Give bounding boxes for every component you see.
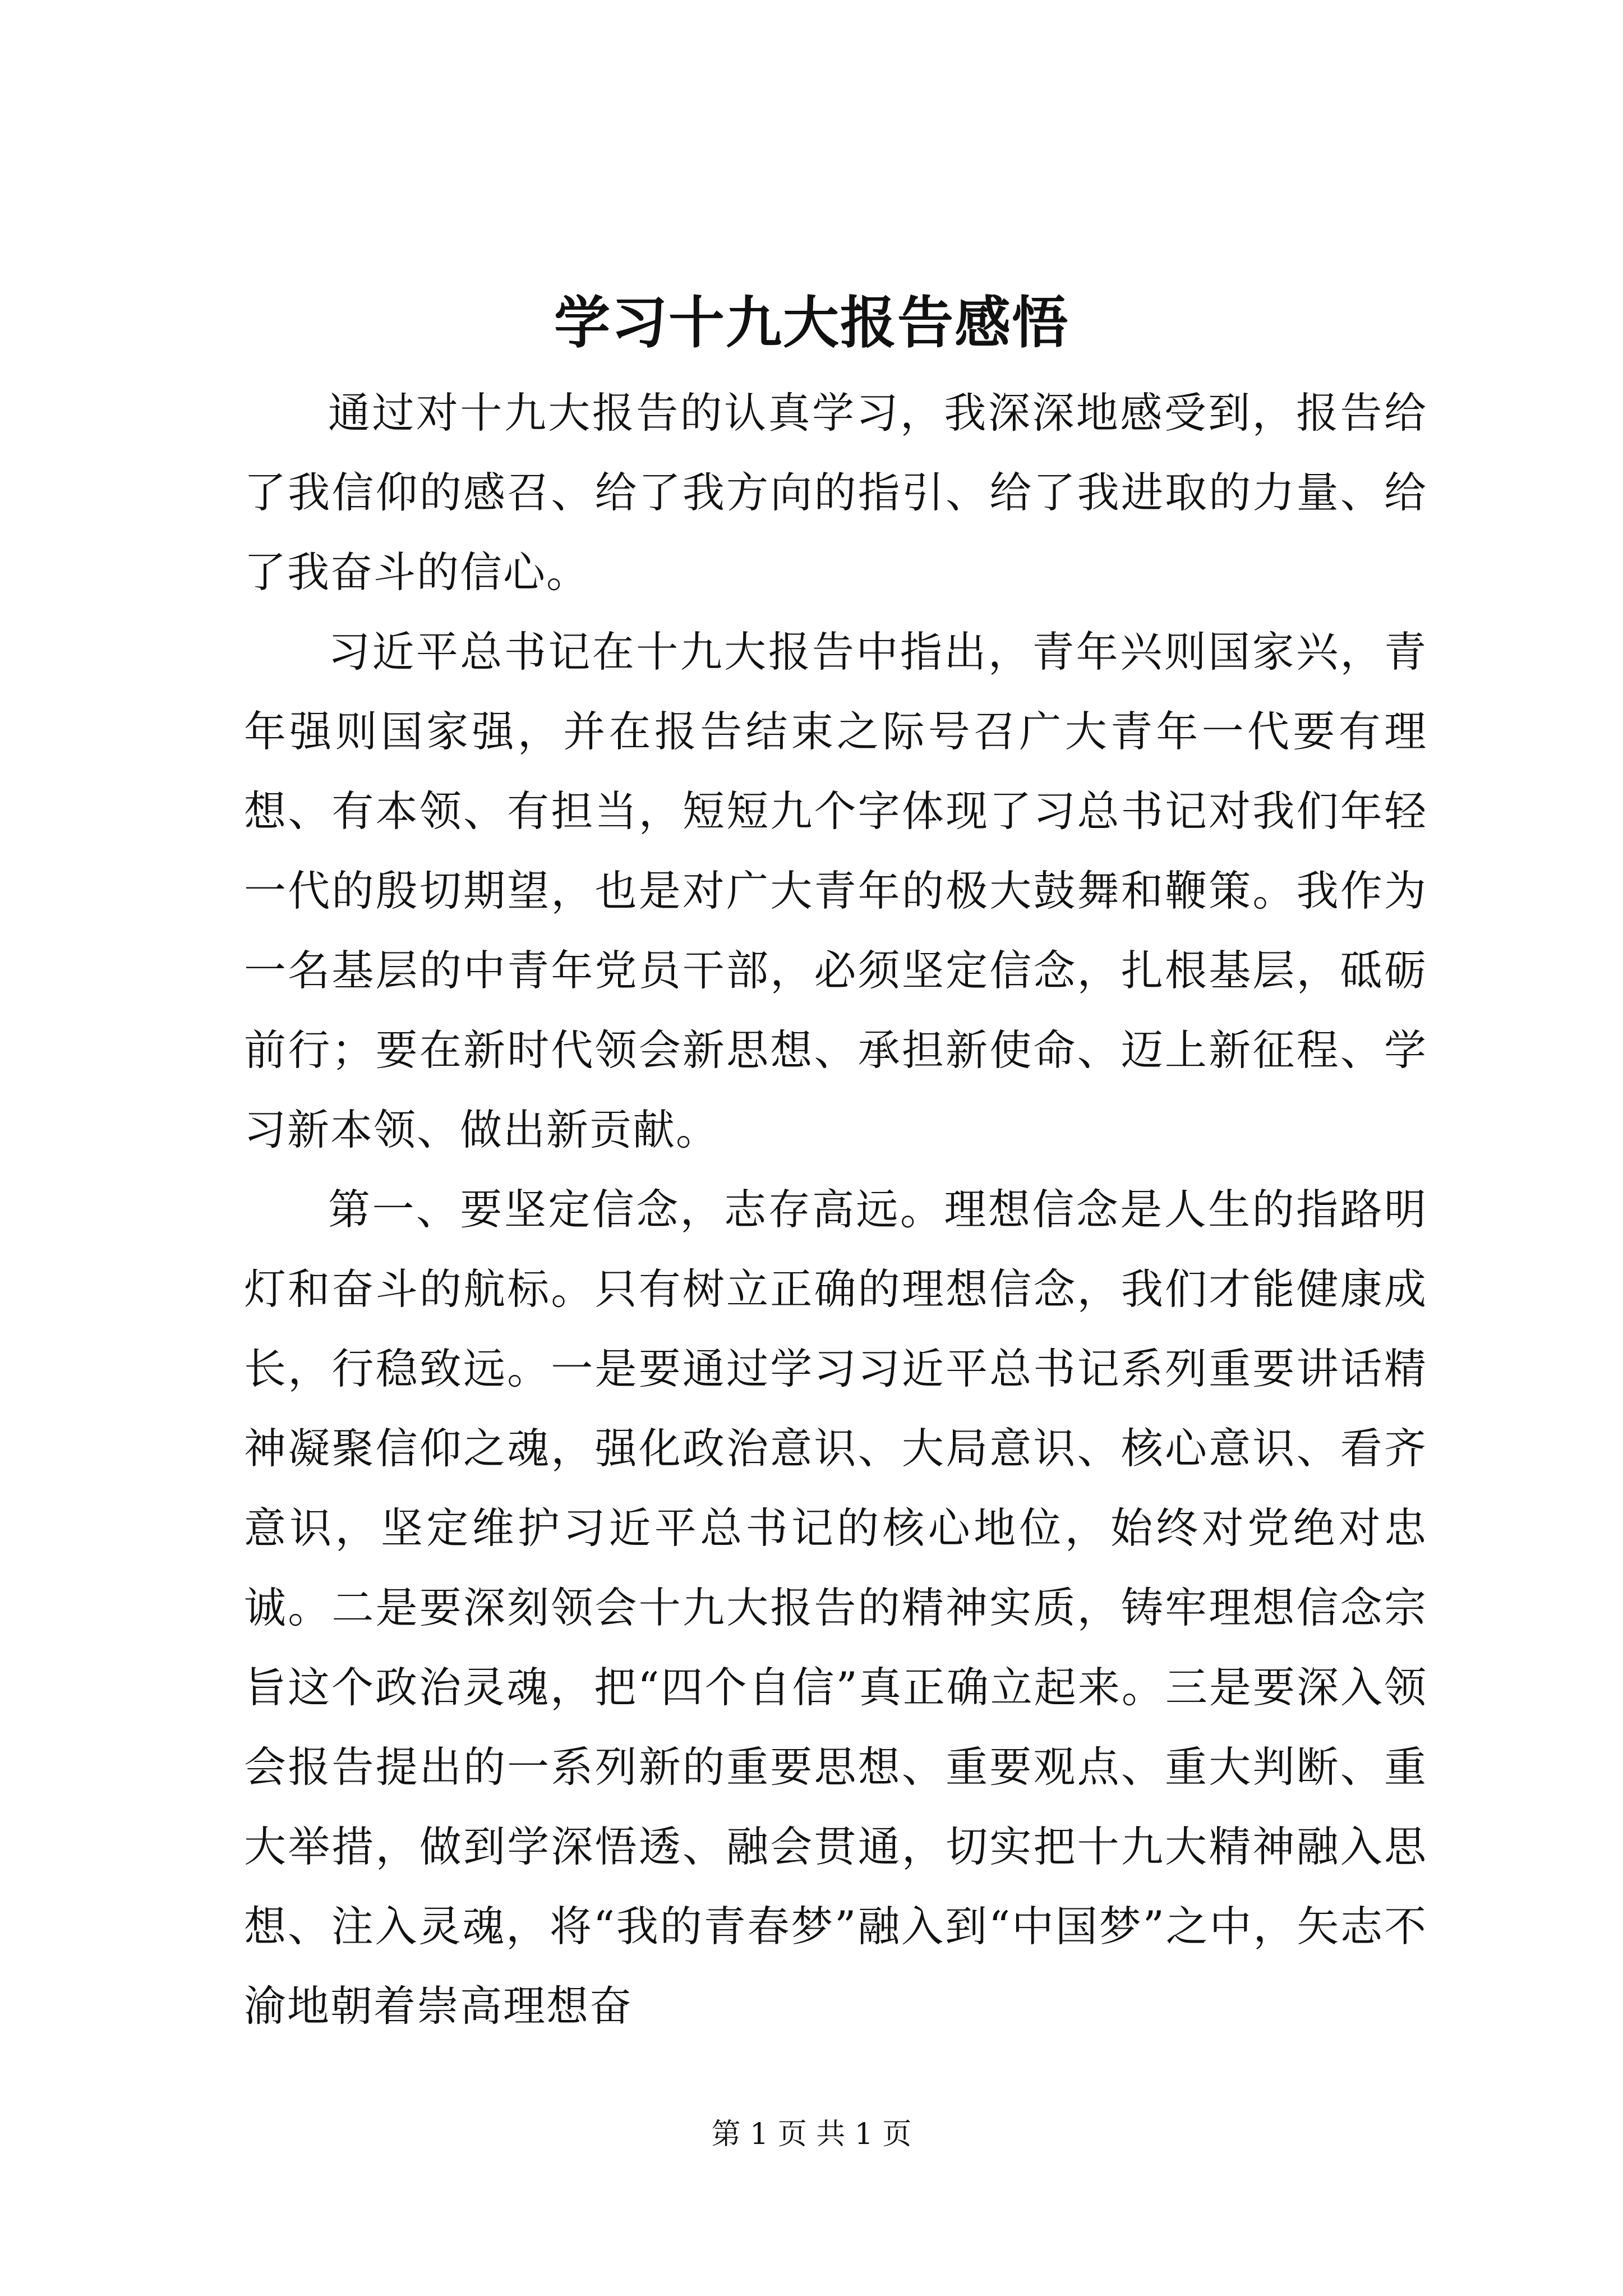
paragraph-3: 第一、要坚定信念，志存高远。理想信念是人生的指路明灯和奋斗的航标。只有树立正确的理想信念，我们才能健康成长，行稳致远。一是要通过学习习近平总书记系列重要讲话精神凝聚信仰之魂，强化政治意识、大局意识、核心意识、看齐意识，坚定维护习近平总书记的核心地位，始终对党绝对忠诚。二是要深刻领会十九大报告的精神实质，铸牢理想信念宗旨这个政治灵魂，把“四个自信”真正确立起来。三是要深入领会报告提出的一系列新的重要思想、重要观点、重大判断、重大举措，做到学深悟透、融会贯通，切实把十九大精神融入思想、注入灵魂，将“我的青春梦”融入到“中国梦”之中，矢志不渝地朝着崇高理想奋 (244, 1185, 1427, 2031)
document-title: 学习十九大报告感悟 (554, 289, 1069, 356)
paragraph-1: 通过对十九大报告的认真学习，我深深地感受到，报告给了我信仰的感召、给了我方向的指引、给了我进取的力量、给了我奋斗的信心。 (244, 388, 1427, 597)
document-body (244, 373, 1427, 2046)
paragraph-2: 习近平总书记在十九大报告中指出，青年兴则国家兴，青年强则国家强，并在报告结束之际号召广大青年一代要有理想、有本领、有担当，短短九个字体现了习总书记对我们年轻一代的殷切期望，也是对广大青年的极大鼓舞和鞭策。我作为一名基层的中青年党员干部，必须坚定信念，扎根基层，砥砺前行；要在新时代领会新思想、承担新使命、迈上新征程、学习新本领、做出新贡献。 (244, 627, 1427, 1154)
page-footer: 第 1 页 共 1 页 (711, 2118, 912, 2151)
